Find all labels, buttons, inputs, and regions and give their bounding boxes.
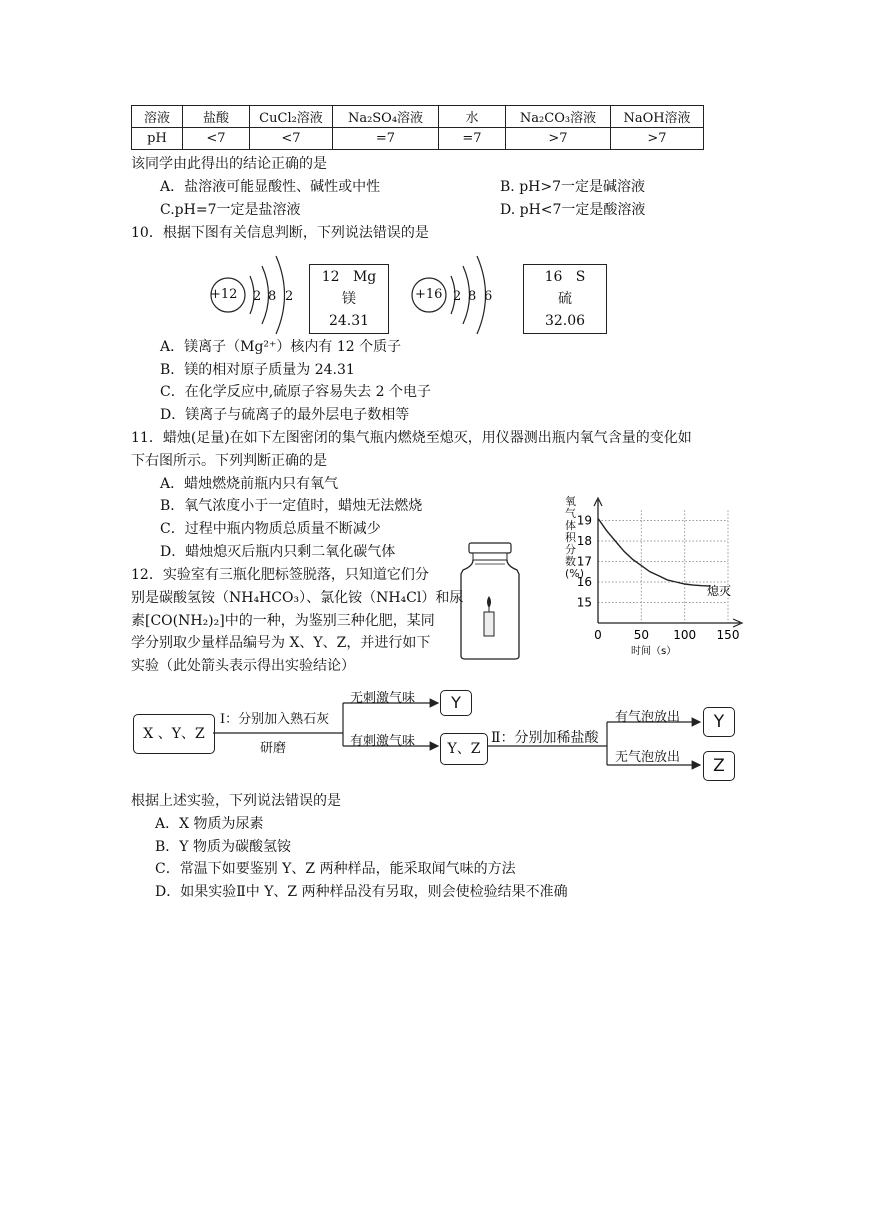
flow-out-d: Z: [703, 751, 735, 781]
oxygen-chart: [555, 490, 755, 665]
chart-xtick-label: 100: [673, 628, 697, 642]
q9-option-d: D. pH<7一定是酸溶液: [500, 202, 646, 218]
s-mass: 32.06: [544, 313, 586, 329]
flow-branch-b: 有刺激气味: [350, 734, 416, 749]
flow-start-box: X 、Y、Z: [133, 714, 215, 754]
flow-branch-d: 无气泡放出: [615, 750, 681, 765]
chart-series-line: [598, 518, 711, 586]
flow-out-a: Y: [440, 690, 472, 716]
chart-annotation: 熄灭: [707, 584, 732, 598]
table-cell: 水: [439, 106, 506, 128]
q10-option-d: D．镁离子与硫离子的最外层电子数相等: [160, 407, 410, 423]
table-header-row: [132, 106, 704, 128]
q12-line4: 学分别取少量样品编号为 X、Y、Z，并进行如下: [131, 635, 431, 651]
q9-option-c: C.pH=7一定是盐溶液: [160, 202, 301, 218]
s-element-card: [523, 264, 607, 334]
table-cell: Na₂SO₄溶液: [333, 106, 439, 128]
chart-ytick-label: 19: [576, 513, 592, 528]
q10-option-b: B．镁的相对原子质量为 24.31: [160, 362, 355, 378]
table-cell: >7: [611, 128, 704, 150]
q11-option-a: A．蜡烛燃烧前瓶内只有氧气: [160, 476, 339, 492]
s-nucleus-charge: +16: [415, 287, 443, 302]
chart-ylabel: 氧气体积分数(%): [565, 495, 585, 580]
q12-option-c: C．常温下如要鉴别 Y、Z 两种样品，能采取闻气味的方法: [155, 861, 516, 877]
chart-ytick-label: 17: [576, 554, 592, 569]
chart-xtick-label: 150: [716, 628, 740, 642]
table-cell: =7: [439, 128, 506, 150]
q12-option-b: B．Y 物质为碳酸氢铵: [155, 839, 291, 855]
chart-ytick-label: 18: [576, 534, 592, 548]
table-cell: <7: [250, 128, 333, 150]
mg-mass: 24.31: [328, 313, 370, 329]
flow-step2: Ⅱ：分别加稀盐酸: [491, 730, 599, 746]
mg-name: 镁: [342, 291, 356, 307]
table-row: [132, 128, 704, 150]
q11-option-b: B．氧气浓度小于一定值时，蜡烛无法燃烧: [160, 498, 423, 514]
ph-table: [131, 105, 704, 150]
table-cell: <7: [183, 128, 250, 150]
q12-option-d: D．如果实验Ⅱ中 Y、Z 两种样品没有另取，则会使检验结果不准确: [155, 884, 568, 900]
table-cell: 溶液: [132, 106, 183, 128]
q9-stem: 该同学由此得出的结论正确的是: [131, 156, 327, 172]
table-cell: pH: [132, 128, 183, 150]
flow-branch-c: 有气泡放出: [615, 710, 681, 725]
chart-xtick-label: 0: [594, 628, 602, 642]
q11-option-c: C．过程中瓶内物质总质量不断减少: [160, 521, 381, 537]
chart-grid: [598, 510, 728, 623]
s-symbol: S: [575, 269, 586, 285]
mg-symbol: Mg: [352, 269, 377, 285]
q9-option-b: B. pH>7一定是碱溶液: [500, 179, 645, 195]
s-shell-1: 2: [453, 289, 462, 304]
flow-out-c: Y: [703, 707, 735, 737]
chart-xlabel: 时间（s）: [631, 646, 677, 657]
mg-element-card: [309, 264, 389, 334]
q12-option-a: A．X 物质为尿素: [155, 816, 264, 832]
chart-ytick-label: 15: [576, 595, 592, 610]
q11-stem-line2: 下右图所示。下列判断正确的是: [131, 453, 327, 469]
table-cell: >7: [506, 128, 611, 150]
q12-line3: 素[CO(NH₂)₂]中的一种，为鉴别三种化肥，某同: [131, 613, 435, 629]
mg-shell-2: 8: [268, 289, 277, 304]
q10-option-a: A．镁离子（Mg²⁺）核内有 12 个质子: [160, 339, 402, 355]
mg-shell-1: 2: [253, 289, 262, 304]
table-cell: NaOH溶液: [611, 106, 704, 128]
chart-ytick-label: 16: [576, 575, 592, 589]
gas-bottle-candle-icon: [455, 540, 525, 662]
q11-stem-line1: 11．蜡烛(足量)在如下左图密闭的集气瓶内燃烧至熄灭，用仪器测出瓶内氧气含量的变化如: [131, 430, 692, 446]
q10-option-c: C．在化学反应中,硫原子容易失去 2 个电子: [160, 384, 431, 400]
mg-shell-3: 2: [285, 289, 294, 304]
flow-branch-a: 无刺激气味: [350, 691, 416, 706]
q12-stem: 根据上述实验，下列说法错误的是: [131, 793, 341, 809]
mg-atomic-number: 12: [321, 269, 340, 285]
table-cell: =7: [333, 128, 439, 150]
table-cell: Na₂CO₃溶液: [506, 106, 611, 128]
chart-xtick-label: 50: [633, 628, 649, 642]
flow-step1-bottom: 研磨: [260, 741, 287, 756]
flow-mid-box: Y、Z: [440, 733, 488, 765]
table-cell: CuCl₂溶液: [250, 106, 333, 128]
mg-nucleus-charge: +12: [210, 287, 238, 302]
s-shell-3: 6: [484, 289, 493, 304]
q9-option-a: A．盐溶液可能显酸性、碱性或中性: [160, 179, 381, 195]
s-shell-2: 8: [468, 289, 477, 304]
q12-line2: 别是碳酸氢铵（NH₄HCO₃）、氯化铵（NH₄Cl）和尿: [131, 590, 464, 606]
s-atomic-number: 16: [544, 269, 563, 285]
q10-stem: 10．根据下图有关信息判断，下列说法错误的是: [131, 225, 429, 241]
q12-line5: 实验（此处箭头表示得出实验结论）: [131, 658, 355, 674]
s-name: 硫: [558, 291, 572, 307]
q12-line1: 12．实验室有三瓶化肥标签脱落，只知道它们分: [131, 567, 429, 583]
q11-option-d: D．蜡烛熄灭后瓶内只剩二氧化碳气体: [160, 544, 396, 560]
table-cell: 盐酸: [183, 106, 250, 128]
flow-step1-top: Ⅰ：分别加入熟石灰: [220, 712, 330, 727]
